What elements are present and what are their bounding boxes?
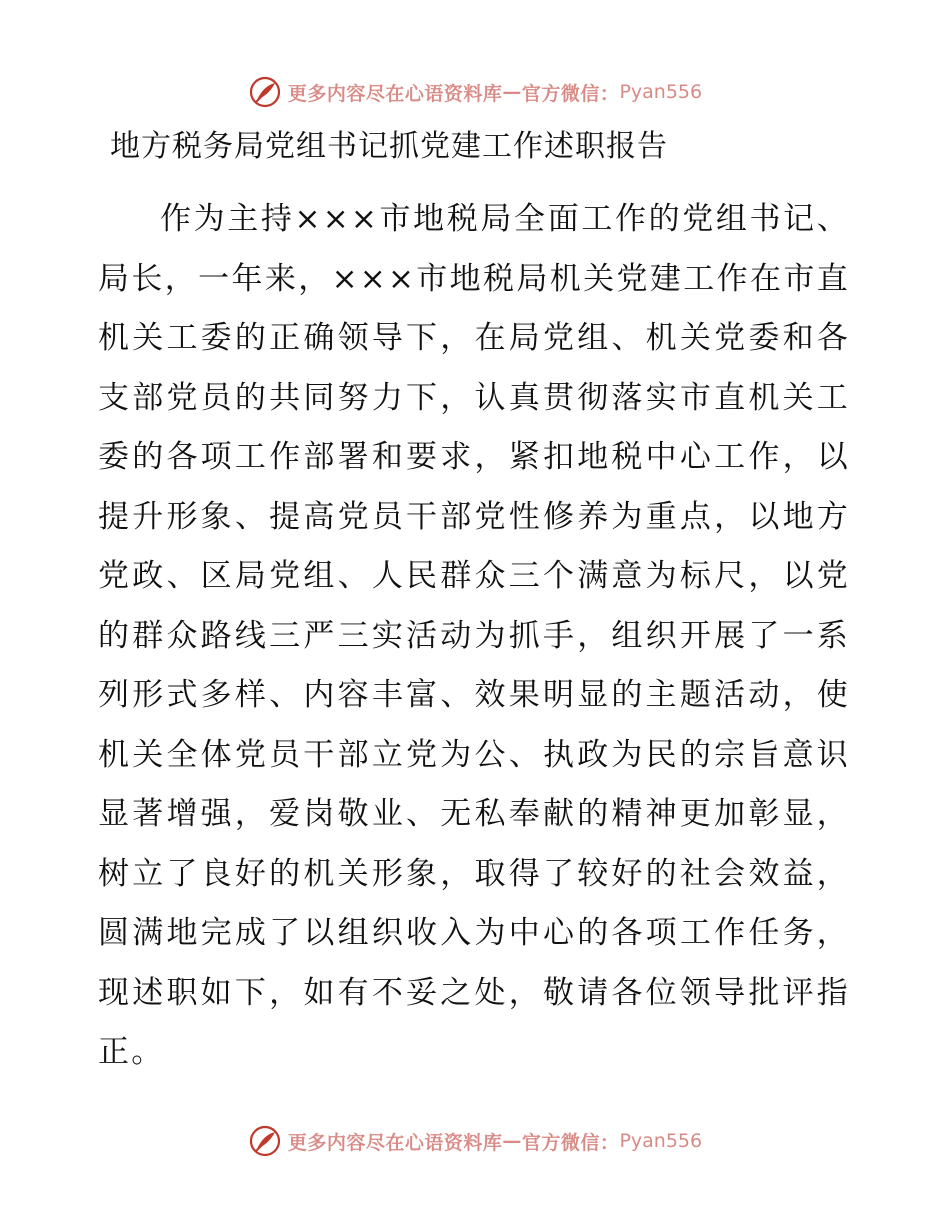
- watermark-dash: —: [502, 81, 522, 103]
- quill-logo-icon: [248, 1124, 282, 1158]
- header-watermark: [0, 72, 950, 112]
- watermark-wechat-label: 官方微信：: [521, 82, 620, 105]
- watermark-wechat-id: Pyan556: [619, 81, 703, 103]
- watermark-wechat-label: 官方微信：: [521, 1131, 620, 1154]
- watermark-dash: —: [502, 1130, 522, 1152]
- watermark-text: 更多内容尽在心语资料库: [287, 82, 503, 105]
- watermark-text: 更多内容尽在心语资料库: [287, 1131, 503, 1154]
- document-paragraph: 作为主持×××市地税局全面工作的党组书记、局长，一年来，×××市地税局机关党建工作在市直机关工委的正确领导下，在局党组、机关党委和各支部党员的共同努力下，认真贯彻落实市直机关工委的各项工作部署和要求，紧扣地税中心工作，以提升形象、提高党员干部党性修养为重点，以地方党政、区局党组、人民群众三个满意为标尺，以党的群众路线三严三实活动为抓手，组织开展了一系列形式多样、内容丰富、效果明显的主题活动，使机关全体党员干部立党为公、执政为民的宗旨意识显著增强，爱岗敬业、无私奉献的精神更加彰显，树立了良好的机关形象，取得了较好的社会效益，圆满地完成了以组织收入为中心的各项工作任务，现述职如下，如有不妥之处，敬请各位领导批评指正。: [98, 201, 850, 1070]
- watermark-wechat-id: Pyan556: [619, 1130, 703, 1152]
- document-title: 地方税务局党组书记抓党建工作述职报告: [110, 129, 668, 164]
- quill-logo-icon: [248, 75, 282, 109]
- footer-watermark: [0, 1121, 950, 1161]
